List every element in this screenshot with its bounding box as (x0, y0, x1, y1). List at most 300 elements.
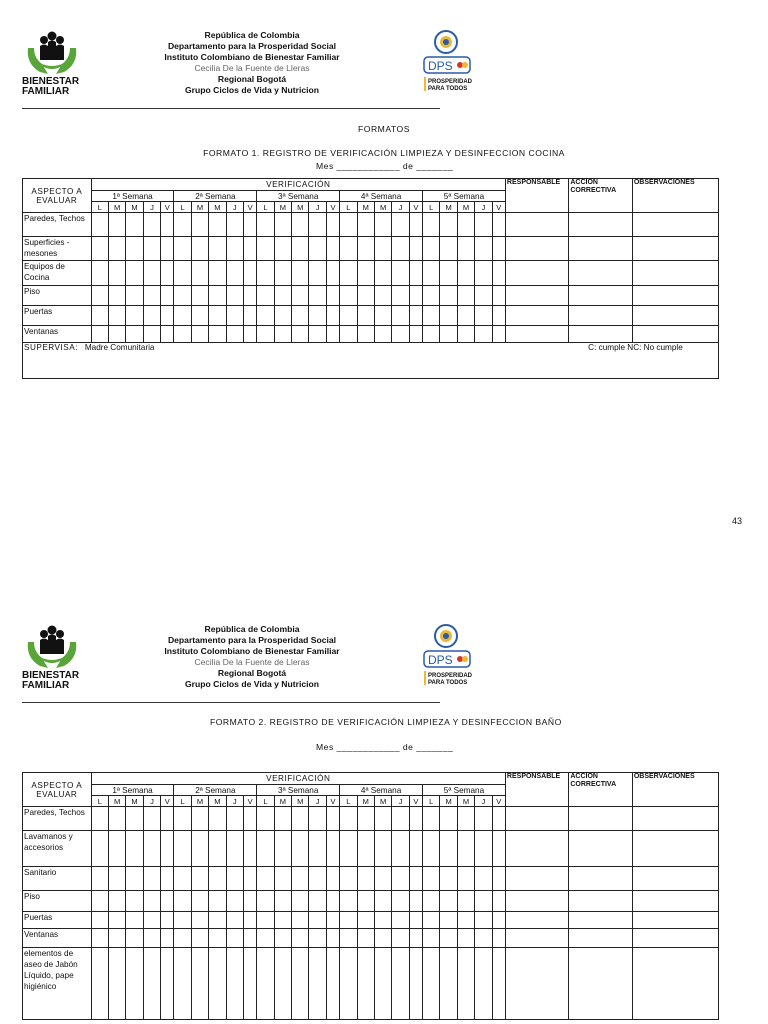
check-cell[interactable] (392, 891, 409, 912)
check-cell[interactable] (309, 326, 326, 343)
check-cell[interactable] (423, 912, 440, 929)
check-cell[interactable] (505, 261, 568, 286)
check-cell[interactable] (569, 326, 632, 343)
check-cell[interactable] (326, 948, 339, 1020)
check-cell[interactable] (257, 326, 274, 343)
check-cell[interactable] (161, 867, 174, 891)
check-cell[interactable] (492, 929, 505, 948)
check-cell[interactable] (505, 807, 568, 831)
check-cell[interactable] (440, 261, 457, 286)
check-cell[interactable] (143, 948, 160, 1020)
check-cell[interactable] (126, 929, 143, 948)
check-cell[interactable] (392, 237, 409, 261)
check-cell[interactable] (457, 306, 474, 326)
check-cell[interactable] (475, 237, 492, 261)
check-cell[interactable] (492, 912, 505, 929)
check-cell[interactable] (257, 912, 274, 929)
check-cell[interactable] (492, 891, 505, 912)
check-cell[interactable] (492, 261, 505, 286)
check-cell[interactable] (632, 948, 718, 1020)
check-cell[interactable] (292, 237, 309, 261)
check-cell[interactable] (161, 831, 174, 867)
check-cell[interactable] (191, 261, 208, 286)
check-cell[interactable] (174, 807, 191, 831)
check-cell[interactable] (91, 213, 108, 237)
check-cell[interactable] (423, 891, 440, 912)
check-cell[interactable] (209, 306, 226, 326)
check-cell[interactable] (91, 807, 108, 831)
check-cell[interactable] (108, 213, 125, 237)
check-cell[interactable] (292, 326, 309, 343)
check-cell[interactable] (340, 286, 357, 306)
check-cell[interactable] (357, 213, 374, 237)
check-cell[interactable] (257, 929, 274, 948)
check-cell[interactable] (632, 912, 718, 929)
check-cell[interactable] (457, 261, 474, 286)
check-cell[interactable] (505, 867, 568, 891)
check-cell[interactable] (392, 948, 409, 1020)
check-cell[interactable] (143, 929, 160, 948)
check-cell[interactable] (357, 831, 374, 867)
check-cell[interactable] (226, 261, 243, 286)
check-cell[interactable] (309, 261, 326, 286)
check-cell[interactable] (309, 891, 326, 912)
check-cell[interactable] (309, 306, 326, 326)
check-cell[interactable] (91, 286, 108, 306)
check-cell[interactable] (292, 867, 309, 891)
check-cell[interactable] (91, 306, 108, 326)
check-cell[interactable] (440, 891, 457, 912)
check-cell[interactable] (492, 807, 505, 831)
check-cell[interactable] (409, 867, 422, 891)
check-cell[interactable] (226, 891, 243, 912)
check-cell[interactable] (505, 912, 568, 929)
check-cell[interactable] (392, 867, 409, 891)
check-cell[interactable] (274, 867, 291, 891)
check-cell[interactable] (274, 213, 291, 237)
check-cell[interactable] (505, 213, 568, 237)
check-cell[interactable] (244, 929, 257, 948)
check-cell[interactable] (492, 326, 505, 343)
check-cell[interactable] (492, 237, 505, 261)
check-cell[interactable] (326, 912, 339, 929)
check-cell[interactable] (191, 286, 208, 306)
check-cell[interactable] (309, 237, 326, 261)
check-cell[interactable] (409, 306, 422, 326)
check-cell[interactable] (244, 237, 257, 261)
check-cell[interactable] (309, 912, 326, 929)
check-cell[interactable] (209, 237, 226, 261)
check-cell[interactable] (174, 929, 191, 948)
check-cell[interactable] (457, 831, 474, 867)
check-cell[interactable] (91, 891, 108, 912)
check-cell[interactable] (392, 807, 409, 831)
check-cell[interactable] (257, 831, 274, 867)
check-cell[interactable] (108, 807, 125, 831)
check-cell[interactable] (326, 326, 339, 343)
check-cell[interactable] (440, 912, 457, 929)
check-cell[interactable] (475, 912, 492, 929)
check-cell[interactable] (174, 948, 191, 1020)
check-cell[interactable] (292, 912, 309, 929)
check-cell[interactable] (309, 831, 326, 867)
check-cell[interactable] (632, 807, 718, 831)
check-cell[interactable] (374, 261, 391, 286)
check-cell[interactable] (292, 261, 309, 286)
check-cell[interactable] (505, 948, 568, 1020)
check-cell[interactable] (409, 891, 422, 912)
check-cell[interactable] (191, 807, 208, 831)
check-cell[interactable] (569, 948, 632, 1020)
check-cell[interactable] (475, 929, 492, 948)
check-cell[interactable] (209, 891, 226, 912)
check-cell[interactable] (326, 807, 339, 831)
check-cell[interactable] (274, 261, 291, 286)
check-cell[interactable] (457, 867, 474, 891)
check-cell[interactable] (340, 807, 357, 831)
check-cell[interactable] (492, 213, 505, 237)
check-cell[interactable] (91, 326, 108, 343)
check-cell[interactable] (309, 807, 326, 831)
check-cell[interactable] (191, 831, 208, 867)
check-cell[interactable] (161, 326, 174, 343)
check-cell[interactable] (257, 867, 274, 891)
check-cell[interactable] (505, 237, 568, 261)
check-cell[interactable] (143, 286, 160, 306)
check-cell[interactable] (91, 237, 108, 261)
check-cell[interactable] (292, 891, 309, 912)
check-cell[interactable] (126, 948, 143, 1020)
check-cell[interactable] (326, 306, 339, 326)
check-cell[interactable] (209, 807, 226, 831)
check-cell[interactable] (143, 891, 160, 912)
check-cell[interactable] (440, 213, 457, 237)
check-cell[interactable] (357, 912, 374, 929)
check-cell[interactable] (374, 948, 391, 1020)
check-cell[interactable] (505, 831, 568, 867)
check-cell[interactable] (244, 891, 257, 912)
check-cell[interactable] (108, 929, 125, 948)
check-cell[interactable] (274, 929, 291, 948)
check-cell[interactable] (632, 867, 718, 891)
check-cell[interactable] (374, 286, 391, 306)
check-cell[interactable] (457, 237, 474, 261)
check-cell[interactable] (357, 867, 374, 891)
check-cell[interactable] (244, 807, 257, 831)
check-cell[interactable] (244, 867, 257, 891)
check-cell[interactable] (457, 929, 474, 948)
check-cell[interactable] (126, 891, 143, 912)
check-cell[interactable] (505, 306, 568, 326)
check-cell[interactable] (91, 929, 108, 948)
check-cell[interactable] (357, 948, 374, 1020)
check-cell[interactable] (108, 237, 125, 261)
check-cell[interactable] (174, 326, 191, 343)
check-cell[interactable] (257, 948, 274, 1020)
check-cell[interactable] (309, 948, 326, 1020)
check-cell[interactable] (392, 929, 409, 948)
check-cell[interactable] (340, 326, 357, 343)
check-cell[interactable] (209, 912, 226, 929)
check-cell[interactable] (423, 326, 440, 343)
check-cell[interactable] (274, 326, 291, 343)
check-cell[interactable] (226, 807, 243, 831)
check-cell[interactable] (457, 948, 474, 1020)
check-cell[interactable] (374, 891, 391, 912)
check-cell[interactable] (326, 237, 339, 261)
check-cell[interactable] (632, 831, 718, 867)
check-cell[interactable] (108, 286, 125, 306)
check-cell[interactable] (492, 948, 505, 1020)
check-cell[interactable] (409, 213, 422, 237)
check-cell[interactable] (423, 948, 440, 1020)
check-cell[interactable] (126, 286, 143, 306)
check-cell[interactable] (569, 867, 632, 891)
check-cell[interactable] (357, 261, 374, 286)
check-cell[interactable] (440, 807, 457, 831)
check-cell[interactable] (569, 286, 632, 306)
check-cell[interactable] (191, 912, 208, 929)
check-cell[interactable] (108, 831, 125, 867)
check-cell[interactable] (226, 237, 243, 261)
check-cell[interactable] (257, 891, 274, 912)
check-cell[interactable] (209, 213, 226, 237)
check-cell[interactable] (475, 286, 492, 306)
check-cell[interactable] (423, 831, 440, 867)
check-cell[interactable] (475, 831, 492, 867)
check-cell[interactable] (632, 213, 718, 237)
check-cell[interactable] (475, 213, 492, 237)
check-cell[interactable] (143, 326, 160, 343)
check-cell[interactable] (244, 831, 257, 867)
check-cell[interactable] (492, 867, 505, 891)
check-cell[interactable] (440, 831, 457, 867)
check-cell[interactable] (292, 807, 309, 831)
check-cell[interactable] (274, 948, 291, 1020)
check-cell[interactable] (340, 306, 357, 326)
check-cell[interactable] (91, 831, 108, 867)
check-cell[interactable] (457, 213, 474, 237)
check-cell[interactable] (257, 807, 274, 831)
check-cell[interactable] (569, 891, 632, 912)
check-cell[interactable] (569, 807, 632, 831)
check-cell[interactable] (409, 237, 422, 261)
check-cell[interactable] (292, 286, 309, 306)
check-cell[interactable] (226, 326, 243, 343)
check-cell[interactable] (257, 237, 274, 261)
check-cell[interactable] (357, 286, 374, 306)
check-cell[interactable] (392, 306, 409, 326)
check-cell[interactable] (209, 286, 226, 306)
check-cell[interactable] (569, 831, 632, 867)
check-cell[interactable] (292, 831, 309, 867)
check-cell[interactable] (143, 912, 160, 929)
check-cell[interactable] (126, 831, 143, 867)
check-cell[interactable] (108, 891, 125, 912)
check-cell[interactable] (309, 286, 326, 306)
check-cell[interactable] (226, 306, 243, 326)
check-cell[interactable] (174, 286, 191, 306)
check-cell[interactable] (257, 261, 274, 286)
check-cell[interactable] (457, 807, 474, 831)
check-cell[interactable] (392, 261, 409, 286)
check-cell[interactable] (457, 912, 474, 929)
check-cell[interactable] (632, 237, 718, 261)
check-cell[interactable] (108, 912, 125, 929)
check-cell[interactable] (161, 306, 174, 326)
check-cell[interactable] (374, 929, 391, 948)
check-cell[interactable] (191, 929, 208, 948)
check-cell[interactable] (569, 929, 632, 948)
check-cell[interactable] (226, 929, 243, 948)
check-cell[interactable] (309, 929, 326, 948)
check-cell[interactable] (191, 213, 208, 237)
check-cell[interactable] (392, 326, 409, 343)
check-cell[interactable] (374, 326, 391, 343)
check-cell[interactable] (126, 261, 143, 286)
check-cell[interactable] (161, 237, 174, 261)
check-cell[interactable] (143, 807, 160, 831)
check-cell[interactable] (457, 891, 474, 912)
check-cell[interactable] (505, 891, 568, 912)
check-cell[interactable] (440, 929, 457, 948)
check-cell[interactable] (274, 286, 291, 306)
check-cell[interactable] (632, 326, 718, 343)
check-cell[interactable] (292, 929, 309, 948)
check-cell[interactable] (191, 237, 208, 261)
check-cell[interactable] (244, 213, 257, 237)
check-cell[interactable] (244, 912, 257, 929)
check-cell[interactable] (475, 891, 492, 912)
check-cell[interactable] (440, 286, 457, 306)
check-cell[interactable] (475, 306, 492, 326)
check-cell[interactable] (440, 306, 457, 326)
check-cell[interactable] (326, 261, 339, 286)
check-cell[interactable] (357, 807, 374, 831)
check-cell[interactable] (340, 891, 357, 912)
check-cell[interactable] (191, 867, 208, 891)
check-cell[interactable] (174, 261, 191, 286)
check-cell[interactable] (374, 912, 391, 929)
check-cell[interactable] (161, 912, 174, 929)
check-cell[interactable] (340, 912, 357, 929)
check-cell[interactable] (440, 867, 457, 891)
check-cell[interactable] (409, 929, 422, 948)
check-cell[interactable] (126, 237, 143, 261)
check-cell[interactable] (108, 948, 125, 1020)
check-cell[interactable] (357, 326, 374, 343)
check-cell[interactable] (409, 807, 422, 831)
check-cell[interactable] (569, 237, 632, 261)
check-cell[interactable] (340, 831, 357, 867)
check-cell[interactable] (274, 237, 291, 261)
check-cell[interactable] (161, 286, 174, 306)
check-cell[interactable] (226, 912, 243, 929)
check-cell[interactable] (174, 891, 191, 912)
check-cell[interactable] (91, 948, 108, 1020)
check-cell[interactable] (569, 261, 632, 286)
check-cell[interactable] (409, 831, 422, 867)
check-cell[interactable] (91, 912, 108, 929)
check-cell[interactable] (161, 929, 174, 948)
check-cell[interactable] (108, 306, 125, 326)
check-cell[interactable] (492, 831, 505, 867)
check-cell[interactable] (226, 831, 243, 867)
check-cell[interactable] (274, 912, 291, 929)
check-cell[interactable] (309, 867, 326, 891)
check-cell[interactable] (423, 867, 440, 891)
check-cell[interactable] (244, 948, 257, 1020)
check-cell[interactable] (174, 867, 191, 891)
check-cell[interactable] (226, 286, 243, 306)
check-cell[interactable] (244, 261, 257, 286)
check-cell[interactable] (475, 326, 492, 343)
check-cell[interactable] (374, 213, 391, 237)
check-cell[interactable] (108, 326, 125, 343)
check-cell[interactable] (423, 306, 440, 326)
check-cell[interactable] (632, 929, 718, 948)
check-cell[interactable] (292, 948, 309, 1020)
check-cell[interactable] (569, 213, 632, 237)
check-cell[interactable] (475, 807, 492, 831)
check-cell[interactable] (340, 948, 357, 1020)
check-cell[interactable] (126, 326, 143, 343)
check-cell[interactable] (632, 306, 718, 326)
check-cell[interactable] (475, 261, 492, 286)
check-cell[interactable] (326, 891, 339, 912)
check-cell[interactable] (209, 831, 226, 867)
check-cell[interactable] (226, 867, 243, 891)
check-cell[interactable] (357, 891, 374, 912)
check-cell[interactable] (244, 286, 257, 306)
check-cell[interactable] (161, 807, 174, 831)
check-cell[interactable] (143, 237, 160, 261)
check-cell[interactable] (340, 867, 357, 891)
check-cell[interactable] (632, 261, 718, 286)
check-cell[interactable] (632, 891, 718, 912)
check-cell[interactable] (108, 261, 125, 286)
check-cell[interactable] (326, 867, 339, 891)
check-cell[interactable] (174, 912, 191, 929)
check-cell[interactable] (226, 948, 243, 1020)
check-cell[interactable] (475, 948, 492, 1020)
check-cell[interactable] (161, 261, 174, 286)
check-cell[interactable] (91, 261, 108, 286)
check-cell[interactable] (274, 831, 291, 867)
check-cell[interactable] (209, 326, 226, 343)
check-cell[interactable] (126, 213, 143, 237)
check-cell[interactable] (374, 867, 391, 891)
check-cell[interactable] (409, 912, 422, 929)
check-cell[interactable] (357, 306, 374, 326)
check-cell[interactable] (191, 948, 208, 1020)
check-cell[interactable] (440, 948, 457, 1020)
check-cell[interactable] (340, 213, 357, 237)
check-cell[interactable] (440, 326, 457, 343)
check-cell[interactable] (257, 213, 274, 237)
check-cell[interactable] (392, 286, 409, 306)
check-cell[interactable] (409, 261, 422, 286)
check-cell[interactable] (209, 929, 226, 948)
check-cell[interactable] (457, 326, 474, 343)
check-cell[interactable] (569, 912, 632, 929)
check-cell[interactable] (244, 326, 257, 343)
check-cell[interactable] (91, 867, 108, 891)
check-cell[interactable] (374, 237, 391, 261)
check-cell[interactable] (143, 867, 160, 891)
check-cell[interactable] (423, 213, 440, 237)
check-cell[interactable] (423, 286, 440, 306)
